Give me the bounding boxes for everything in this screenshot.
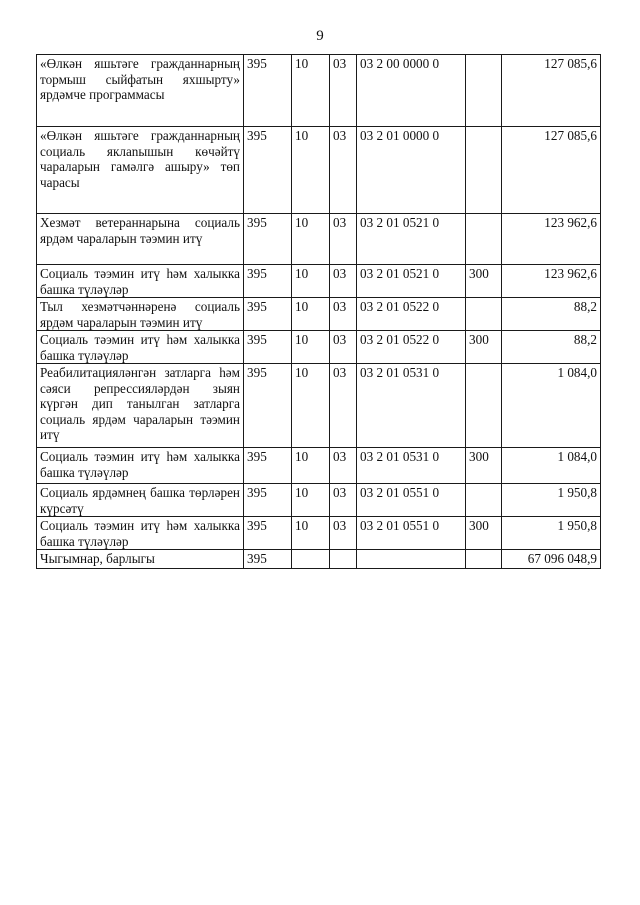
row-subsection-code: 03	[330, 331, 357, 364]
row-subsection-code: 03	[330, 448, 357, 484]
row-amount: 1 950,8	[502, 484, 601, 517]
row-section-code	[292, 550, 330, 569]
row-section-code: 10	[292, 265, 330, 298]
row-expense-type	[466, 127, 502, 214]
row-amount: 127 085,6	[502, 127, 601, 214]
row-expense-type	[466, 550, 502, 569]
row-ministry-code: 395	[244, 127, 292, 214]
row-target-article: 03 2 01 0522 0	[357, 331, 466, 364]
row-target-article: 03 2 01 0521 0	[357, 214, 466, 265]
table-row	[37, 448, 601, 484]
row-subsection-code: 03	[330, 364, 357, 448]
row-ministry-code: 395	[244, 265, 292, 298]
table-row	[37, 298, 601, 331]
row-section-code: 10	[292, 517, 330, 550]
row-ministry-code: 395	[244, 298, 292, 331]
row-amount: 1 084,0	[502, 448, 601, 484]
row-amount: 123 962,6	[502, 214, 601, 265]
row-name: Реабилитацияләнгән затларга һәм сәяси репрессияләрдән зыян күргән дип танылган затларга социаль ярдәм чараларын тәэмин итү	[37, 364, 244, 448]
row-subsection-code: 03	[330, 265, 357, 298]
row-ministry-code: 395	[244, 550, 292, 569]
row-ministry-code: 395	[244, 331, 292, 364]
table-row	[37, 517, 601, 550]
table-row	[37, 214, 601, 265]
row-amount: 1 084,0	[502, 364, 601, 448]
row-name: Социаль ярдәмнең башка төрләрен күрсәтү	[37, 484, 244, 517]
table-row	[37, 55, 601, 127]
row-target-article: 03 2 01 0531 0	[357, 364, 466, 448]
row-section-code: 10	[292, 55, 330, 127]
row-expense-type: 300	[466, 265, 502, 298]
row-section-code: 10	[292, 214, 330, 265]
row-subsection-code	[330, 550, 357, 569]
row-name: Тыл хезмәтчәннәренә социаль ярдәм чараларын тәэмин итү	[37, 298, 244, 331]
row-target-article: 03 2 01 0522 0	[357, 298, 466, 331]
row-name: «Өлкән яшьтәге гражданнарның тормыш сыйфатын яхшырту» ярдәмче программасы	[37, 55, 244, 127]
table-row-total	[37, 550, 601, 569]
row-expense-type	[466, 55, 502, 127]
row-section-code: 10	[292, 331, 330, 364]
row-target-article: 03 2 01 0521 0	[357, 265, 466, 298]
row-subsection-code: 03	[330, 298, 357, 331]
table-row	[37, 484, 601, 517]
row-amount: 123 962,6	[502, 265, 601, 298]
table-row	[37, 127, 601, 214]
row-expense-type	[466, 364, 502, 448]
row-name: Хезмәт ветераннарына социаль ярдәм чараларын тәэмин итү	[37, 214, 244, 265]
row-target-article: 03 2 00 0000 0	[357, 55, 466, 127]
row-expense-type: 300	[466, 448, 502, 484]
row-section-code: 10	[292, 364, 330, 448]
row-section-code: 10	[292, 448, 330, 484]
row-ministry-code: 395	[244, 517, 292, 550]
row-amount: 88,2	[502, 331, 601, 364]
row-subsection-code: 03	[330, 214, 357, 265]
row-expense-type: 300	[466, 331, 502, 364]
row-amount: 1 950,8	[502, 517, 601, 550]
row-ministry-code: 395	[244, 214, 292, 265]
row-expense-type	[466, 214, 502, 265]
page-number: 9	[316, 28, 324, 44]
row-expense-type	[466, 298, 502, 331]
row-name: Социаль тәэмин итү һәм халыкка башка түләүләр	[37, 448, 244, 484]
row-expense-type	[466, 484, 502, 517]
row-amount: 88,2	[502, 298, 601, 331]
row-name: Чыгымнар, барлыгы	[37, 550, 244, 569]
row-name: Социаль тәэмин итү һәм халыкка башка түләүләр	[37, 331, 244, 364]
row-target-article: 03 2 01 0000 0	[357, 127, 466, 214]
row-amount: 127 085,6	[502, 55, 601, 127]
row-ministry-code: 395	[244, 448, 292, 484]
row-ministry-code: 395	[244, 364, 292, 448]
row-subsection-code: 03	[330, 127, 357, 214]
row-target-article	[357, 550, 466, 569]
row-name: «Өлкән яшьтәге гражданнарның социаль яклanышын көчәйтү чараларын гамәлгә ашыру» төп чарасы	[37, 127, 244, 214]
row-subsection-code: 03	[330, 484, 357, 517]
row-subsection-code: 03	[330, 517, 357, 550]
row-section-code: 10	[292, 127, 330, 214]
row-name: Социаль тәэмин итү һәм халыкка башка түләүләр	[37, 517, 244, 550]
row-target-article: 03 2 01 0551 0	[357, 517, 466, 550]
row-target-article: 03 2 01 0531 0	[357, 448, 466, 484]
row-name: Социаль тәэмин итү һәм халыкка башка түләүләр	[37, 265, 244, 298]
budget-table	[36, 54, 601, 569]
table-row	[37, 364, 601, 448]
row-expense-type: 300	[466, 517, 502, 550]
row-section-code: 10	[292, 298, 330, 331]
row-target-article: 03 2 01 0551 0	[357, 484, 466, 517]
row-ministry-code: 395	[244, 484, 292, 517]
row-amount: 67 096 048,9	[502, 550, 601, 569]
row-ministry-code: 395	[244, 55, 292, 127]
row-subsection-code: 03	[330, 55, 357, 127]
table-row	[37, 265, 601, 298]
row-section-code: 10	[292, 484, 330, 517]
table-row	[37, 331, 601, 364]
